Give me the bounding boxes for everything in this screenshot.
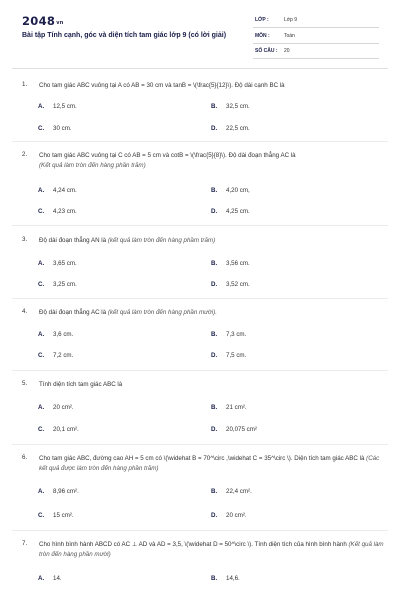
option-letter: D. xyxy=(211,281,218,288)
option-text: 14. xyxy=(53,575,62,582)
question-text xyxy=(39,308,384,318)
option-text: 4,25 cm. xyxy=(226,208,250,215)
question-separator xyxy=(12,225,388,226)
option-letter: B. xyxy=(211,575,218,582)
question-text xyxy=(39,81,384,91)
meta-label: LỚP : xyxy=(255,17,269,23)
meta-row-grade xyxy=(253,14,379,28)
question-stem: Cho tam giác ABC, đường cao AH = 5 cm có \(\widehat B = 70^\circ ,\widehat C = 35^\circ \). Diện tích tam giác ABC là xyxy=(39,455,365,462)
question-separator xyxy=(12,370,388,371)
question-separator xyxy=(12,444,388,445)
document-meta xyxy=(253,14,379,61)
option-text: 32,5 cm. xyxy=(226,103,250,110)
document-header xyxy=(0,0,400,62)
option-text: 20,075 cm² xyxy=(226,426,257,433)
option-text: 15 cm². xyxy=(53,512,74,519)
question-note: (Các kết quả được làm tròn đến hàng phần trăm) xyxy=(39,455,380,472)
option-text: 12,5 cm. xyxy=(53,103,77,110)
option-letter: B. xyxy=(211,187,218,194)
meta-row-count xyxy=(253,45,379,59)
option-text: 4,24 cm. xyxy=(53,187,77,194)
header-divider xyxy=(12,68,388,69)
option-letter: A. xyxy=(38,260,45,267)
option-text: 7,2 cm. xyxy=(53,352,74,359)
option-text: 20,1 cm². xyxy=(53,426,79,433)
option-letter: D. xyxy=(211,426,218,433)
question-number: 1. xyxy=(22,81,28,88)
option-letter: C. xyxy=(38,426,45,433)
option-letter: A. xyxy=(38,488,45,495)
question-stem: Độ dài đoạn thẳng AC là xyxy=(39,309,107,316)
option-letter: B. xyxy=(211,103,218,110)
meta-value: Toán xyxy=(284,32,295,39)
option-text: 3,52 cm. xyxy=(226,281,250,288)
option-letter: C. xyxy=(38,125,45,132)
question-stem: Cho tam giác ABC vuông tại C có AB = 5 cm và cotB = \(\frac{5}{8}\). Độ dài đoạn thẳng AC là xyxy=(39,152,296,159)
option-text: 22,4 cm². xyxy=(226,488,252,495)
option-text: 20 cm². xyxy=(226,512,247,519)
question-number: 6. xyxy=(22,454,28,461)
option-text: 21 cm². xyxy=(226,404,247,411)
option-letter: D. xyxy=(211,125,218,132)
question-number: 4. xyxy=(22,308,28,315)
site-logo[interactable] xyxy=(22,14,64,28)
option-letter: A. xyxy=(38,103,45,110)
option-letter: A. xyxy=(38,404,45,411)
question-stem: Cho hình bình hành ABCD có AC ⊥ AD và AD = 3,5, \(\widehat D = 50^\circ \). Tính diện tích của hình bình hành xyxy=(39,541,347,548)
option-letter: C. xyxy=(38,281,45,288)
question-separator xyxy=(12,530,388,531)
question-note: (Kết quả làm tròn đến hàng phần trăm) xyxy=(39,161,146,169)
option-letter: A. xyxy=(38,331,45,338)
question-text xyxy=(39,236,384,246)
question-stem: Cho tam giác ABC vuông tại A có AB = 30 cm và tanB = \(\frac{5}{12}\). Độ dài cạnh BC là xyxy=(39,82,285,89)
question-separator xyxy=(12,298,388,299)
option-letter: D. xyxy=(211,352,218,359)
question-text xyxy=(39,151,384,170)
option-text: 14,6. xyxy=(226,575,240,582)
option-letter: C. xyxy=(38,352,45,359)
question-number: 5. xyxy=(22,380,28,387)
option-letter: A. xyxy=(38,575,45,582)
question-separator xyxy=(12,141,388,142)
question-note: (Kết quả làm tròn đến hàng phần mười) xyxy=(39,541,384,558)
option-letter: B. xyxy=(211,331,218,338)
question-number: 3. xyxy=(22,236,28,243)
option-letter: D. xyxy=(211,512,218,519)
option-text: 7,5 cm. xyxy=(226,352,247,359)
meta-value: Lớp 9 xyxy=(284,17,298,23)
meta-row-subject xyxy=(253,30,379,44)
question-stem: Độ dài đoạn thẳng AN là xyxy=(39,237,107,244)
option-letter: C. xyxy=(38,512,45,519)
question-text xyxy=(39,380,384,390)
option-letter: A. xyxy=(38,187,45,194)
question-number: 2. xyxy=(22,151,28,158)
option-text: 20 cm². xyxy=(53,404,74,411)
question-text xyxy=(39,454,384,473)
question-number: 7. xyxy=(22,540,28,547)
option-text: 30 cm. xyxy=(53,125,72,132)
option-letter: B. xyxy=(211,488,218,495)
question-note: (kết quả làm tròn đến hàng phần mười). xyxy=(107,309,217,316)
option-text: 8,96 cm². xyxy=(53,488,79,495)
option-letter: B. xyxy=(211,404,218,411)
option-text: 4,23 cm. xyxy=(53,208,77,215)
meta-label: SỐ CÂU : xyxy=(255,48,278,54)
option-text: 4,20 cm, xyxy=(226,187,250,194)
logo-suffix: vn xyxy=(56,20,64,26)
document-title: Bài tập Tính cạnh, góc và diện tích tam giác lớp 9 (có lời giải) xyxy=(22,32,227,39)
option-text: 3,65 cm. xyxy=(53,260,77,267)
option-letter: C. xyxy=(38,208,45,215)
option-text: 3,6 cm. xyxy=(53,331,74,338)
option-letter: B. xyxy=(211,260,218,267)
logo-text: 2048 xyxy=(22,14,56,28)
option-text: 3,25 cm. xyxy=(53,281,77,288)
question-text xyxy=(39,540,384,559)
meta-value: 20 xyxy=(284,48,290,54)
option-text: 3,56 cm. xyxy=(226,260,250,267)
meta-label: MÔN : xyxy=(255,32,270,39)
option-text: 22,5 cm. xyxy=(226,125,250,132)
question-stem: Tính diện tích tam giác ABC là xyxy=(39,381,123,388)
option-text: 7,3 cm. xyxy=(226,331,247,338)
question-note: (kết quả làm tròn đến hàng phầm trăm) xyxy=(107,237,216,244)
option-letter: D. xyxy=(211,208,218,215)
